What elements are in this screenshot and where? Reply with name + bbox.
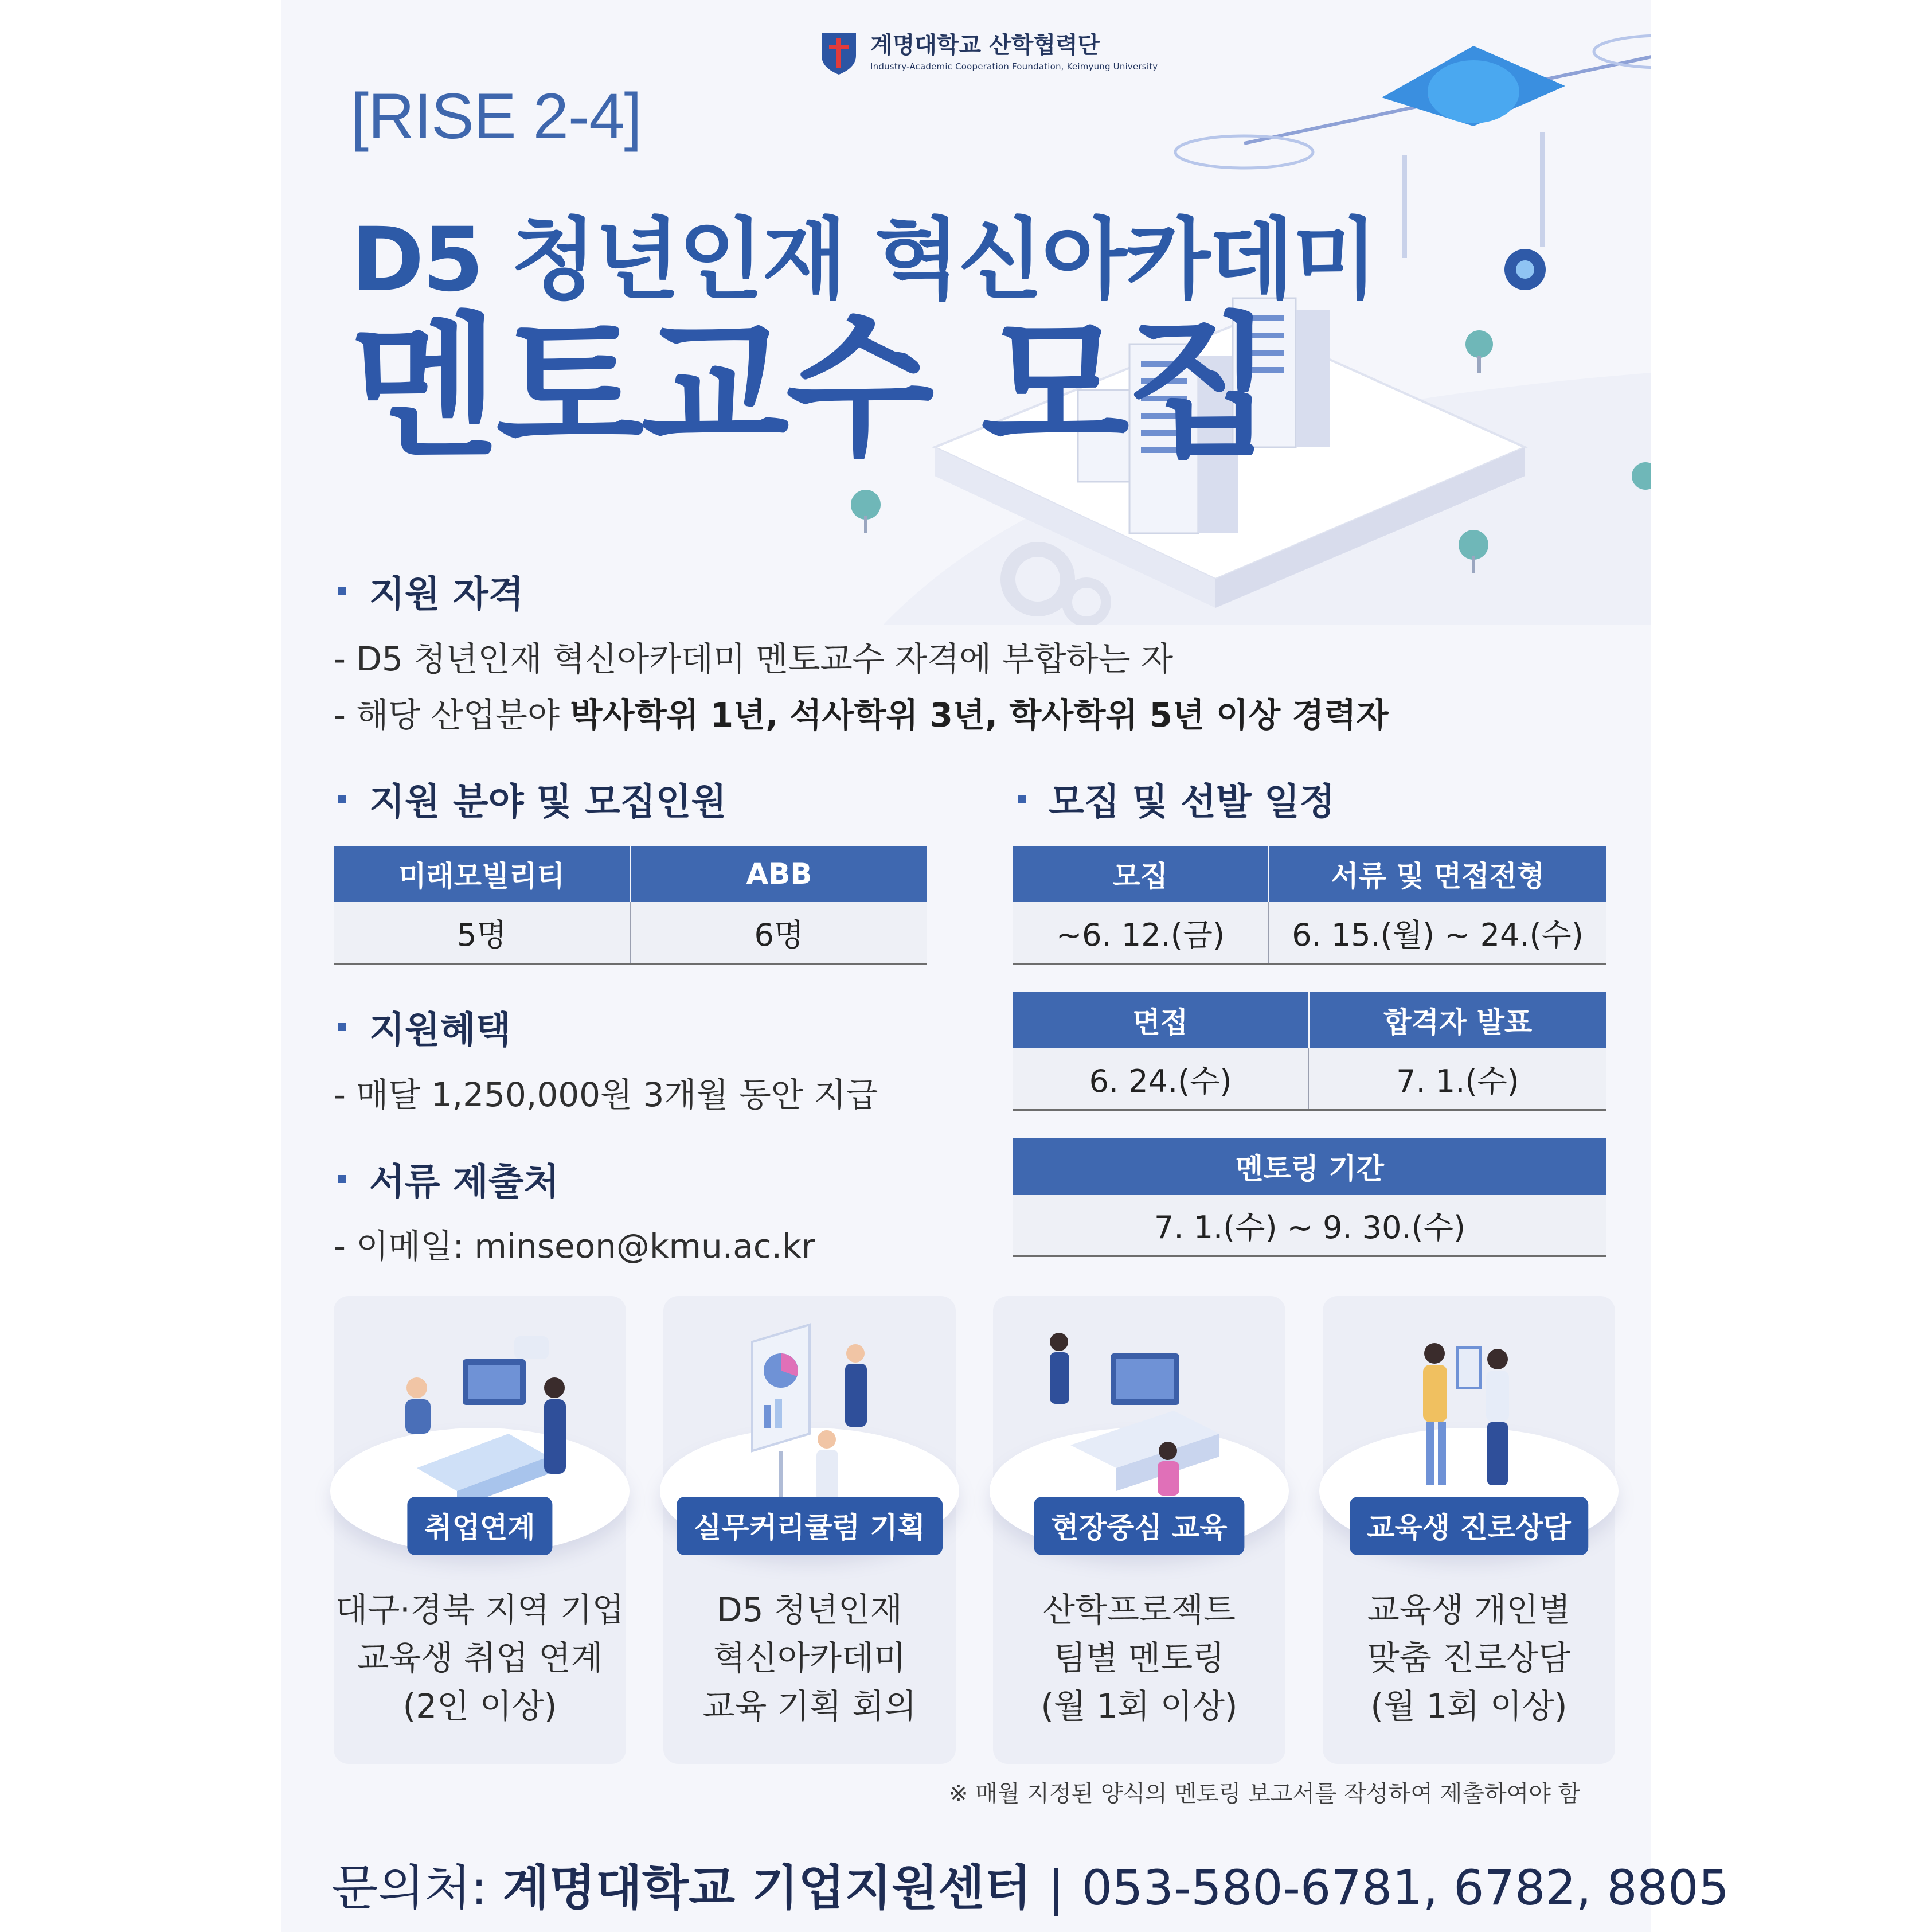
card-description-line: 팀별 멘토링 — [1053, 1638, 1225, 1677]
square-bullet-icon — [338, 795, 346, 803]
table-header-row — [334, 846, 927, 902]
table-row — [334, 902, 927, 964]
schedule-table-1 — [1013, 846, 1606, 965]
benefit-line: - 매달 1,250,000원 3개월 동안 지급 — [334, 1075, 878, 1114]
card-field-education — [993, 1296, 1285, 1764]
card-description-line: (월 1회 이상) — [1041, 1687, 1238, 1726]
schedule-table-2 — [1013, 992, 1606, 1111]
card-description-line: (2인 이상) — [402, 1687, 557, 1726]
rise-tag: [RISE 2-4] — [351, 80, 642, 152]
table-header-row — [1013, 846, 1606, 902]
qualification-line-2-bold: 박사학위 1년, 석사학위 3년, 학사학위 5년 이상 경력자 — [570, 696, 1389, 735]
table-header-cell: 합격자 발표 — [1308, 992, 1606, 1048]
card-description-line: 교육 기획 회의 — [702, 1687, 917, 1726]
schedule-table-3 — [1013, 1138, 1606, 1257]
table-header-cell: 멘토링 기간 — [1013, 1138, 1606, 1195]
qualification-heading — [338, 565, 524, 618]
qualification-line-2-prefix: - 해당 산업분야 — [334, 696, 570, 735]
qualification-line-2 — [334, 688, 1388, 736]
qualification-line-1: - D5 청년인재 혁신아카데미 멘토교수 자격에 부합하는 자 — [334, 639, 1174, 678]
benefit-heading — [338, 1001, 511, 1053]
schedule-heading — [1018, 772, 1335, 825]
university-logo — [819, 30, 1158, 76]
table-cell: ~6. 12.(금) — [1013, 902, 1268, 964]
card-description-line: D5 청년인재 — [716, 1590, 903, 1629]
table-header-row — [1013, 1138, 1606, 1195]
schedule-heading-text: 모집 및 선발 일정 — [1049, 781, 1335, 823]
card-label: 실무커리큘럼 기획 — [677, 1497, 943, 1555]
submit-email-line: - 이메일: minseon@kmu.ac.kr — [334, 1227, 815, 1266]
table-cell: 6. 24.(수) — [1013, 1048, 1308, 1110]
table-header-cell: 미래모빌리티 — [334, 846, 631, 902]
contact-org: 계명대학교 기업지원센터 — [502, 1860, 1031, 1916]
table-row — [1013, 1195, 1606, 1256]
card-curriculum — [663, 1296, 956, 1764]
card-label: 취업연계 — [407, 1497, 552, 1555]
card-description-line: 대구·경북 지역 기업 — [335, 1590, 624, 1629]
logo-subtitle: Industry-Academic Cooperation Foundation, Keimyung University — [870, 61, 1158, 72]
qualification-heading-text: 지원 자격 — [369, 573, 524, 616]
poster-subtitle: D5 청년인재 혁신아카데미 — [351, 209, 1376, 311]
table-row — [1013, 1048, 1606, 1110]
card-description-line: 혁신아카데미 — [713, 1638, 906, 1677]
card-description-line: 교육생 취업 연계 — [357, 1638, 603, 1677]
table-header-row — [1013, 992, 1606, 1048]
card-label: 교육생 진로상담 — [1350, 1497, 1588, 1555]
contact-separator: | — [1048, 1860, 1065, 1916]
table-cell: 6. 15.(월) ~ 24.(수) — [1268, 902, 1606, 964]
square-bullet-icon — [338, 587, 346, 595]
table-row — [1013, 902, 1606, 964]
fields-table — [334, 846, 927, 965]
table-header-cell: 모집 — [1013, 846, 1268, 902]
table-cell: 6명 — [631, 902, 928, 964]
contact-prefix: 문의처: — [331, 1860, 503, 1916]
poster-title: 멘토교수 모집 — [351, 299, 1271, 478]
square-bullet-icon — [338, 1175, 346, 1183]
table-cell: 7. 1.(수) — [1308, 1048, 1606, 1110]
card-career-counseling — [1323, 1296, 1615, 1764]
card-description-line: 산학프로젝트 — [1042, 1590, 1236, 1629]
benefit-heading-text: 지원혜택 — [369, 1009, 511, 1052]
card-description — [993, 1586, 1285, 1730]
shield-icon — [819, 30, 859, 76]
card-description-line: 교육생 개인별 — [1367, 1590, 1571, 1629]
table-header-cell: 서류 및 면접전형 — [1268, 846, 1606, 902]
submit-heading-text: 서류 제출처 — [369, 1161, 560, 1204]
card-description — [334, 1586, 626, 1730]
card-description — [663, 1586, 956, 1730]
square-bullet-icon — [1018, 795, 1026, 803]
card-description-line: 맞춤 진로상담 — [1367, 1638, 1571, 1677]
square-bullet-icon — [338, 1023, 346, 1031]
table-cell: 5명 — [334, 902, 631, 964]
contact-line — [331, 1849, 1729, 1919]
card-description — [1323, 1586, 1615, 1730]
report-note: ※ 매월 지정된 양식의 멘토링 보고서를 작성하여 제출하여야 함 — [949, 1781, 1581, 1807]
table-header-cell: 면접 — [1013, 992, 1308, 1048]
submit-heading — [338, 1153, 559, 1205]
fields-heading-text: 지원 분야 및 모집인원 — [369, 781, 727, 823]
card-description-line: (월 1회 이상) — [1370, 1687, 1568, 1726]
card-employment — [334, 1296, 626, 1764]
contact-phone: 053-580-6781, 6782, 8805 — [1081, 1860, 1729, 1916]
table-cell: 7. 1.(수) ~ 9. 30.(수) — [1013, 1195, 1606, 1256]
table-header-cell: ABB — [631, 846, 928, 902]
fields-heading — [338, 772, 726, 825]
logo-name: 계명대학교 산학협력단 — [870, 32, 1100, 58]
card-label: 현장중심 교육 — [1034, 1497, 1244, 1555]
